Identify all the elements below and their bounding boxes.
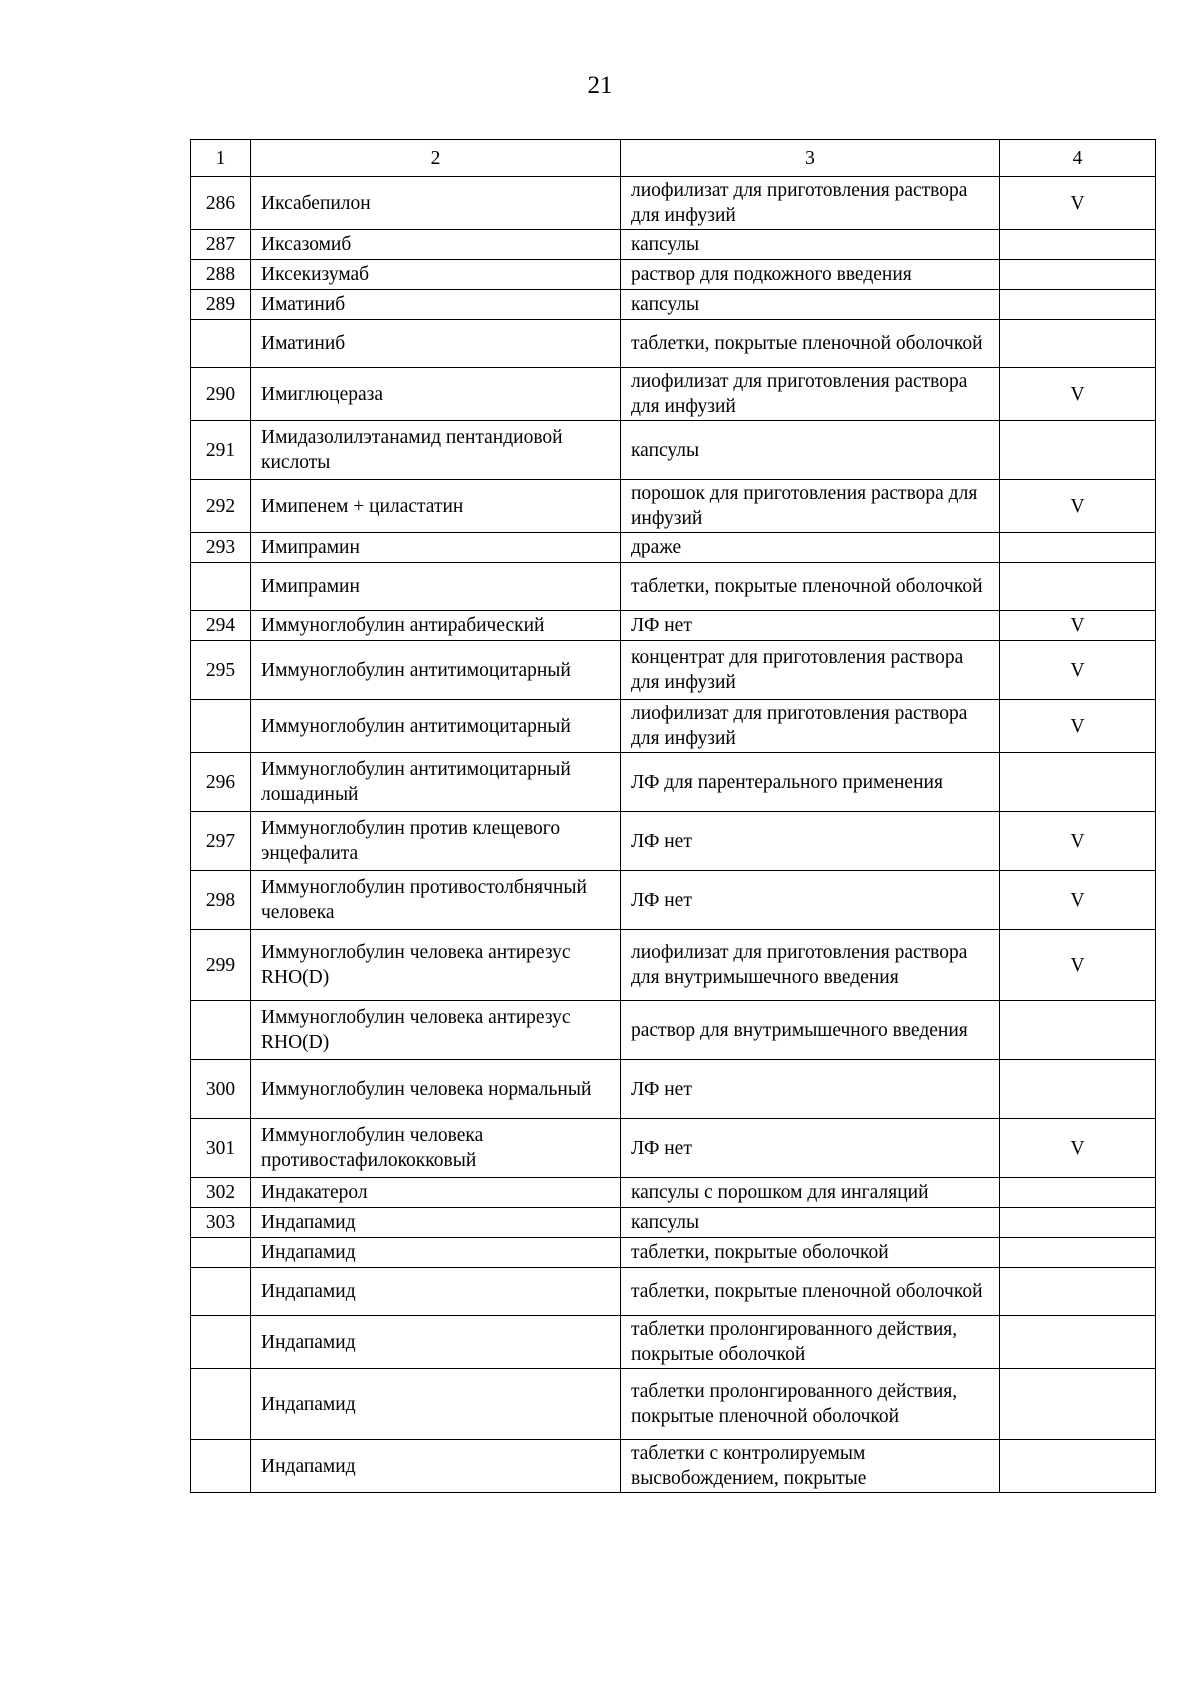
table-row — [191, 563, 1156, 611]
vital-mark — [1000, 290, 1156, 320]
drug-name: Индапамид — [251, 1316, 621, 1369]
row-number: 286 — [191, 177, 251, 230]
table-row — [191, 1238, 1156, 1268]
drug-name: Иммуноглобулин человека противостафилококковый — [251, 1119, 621, 1178]
drug-name: Иматиниб — [251, 290, 621, 320]
row-number: 298 — [191, 871, 251, 930]
vital-mark — [1000, 1316, 1156, 1369]
vital-mark — [1000, 533, 1156, 563]
dosage-form: таблетки с контролируемым высвобождением, покрытые — [621, 1440, 1000, 1493]
dosage-form: таблетки, покрытые пленочной оболочкой — [621, 563, 1000, 611]
row-number: 292 — [191, 480, 251, 533]
vital-mark: V — [1000, 1119, 1156, 1178]
dosage-form: порошок для приготовления раствора для инфузий — [621, 480, 1000, 533]
vital-mark — [1000, 320, 1156, 368]
dosage-form: лиофилизат для приготовления раствора для внутримышечного введения — [621, 930, 1000, 1001]
row-number: 300 — [191, 1060, 251, 1119]
row-number: 296 — [191, 753, 251, 812]
table-row — [191, 230, 1156, 260]
table-row — [191, 1119, 1156, 1178]
table-row — [191, 1268, 1156, 1316]
table-row — [191, 260, 1156, 290]
row-number — [191, 1316, 251, 1369]
row-number: 302 — [191, 1178, 251, 1208]
dosage-form: ЛФ для парентерального применения — [621, 753, 1000, 812]
drug-name: Иксазомиб — [251, 230, 621, 260]
drug-name: Индапамид — [251, 1208, 621, 1238]
table-row — [191, 1208, 1156, 1238]
vital-mark — [1000, 1369, 1156, 1440]
row-number — [191, 1001, 251, 1060]
table-row — [191, 290, 1156, 320]
table-row — [191, 930, 1156, 1001]
row-number: 301 — [191, 1119, 251, 1178]
drug-name: Имипрамин — [251, 563, 621, 611]
drug-name: Иматиниб — [251, 320, 621, 368]
vital-mark — [1000, 1060, 1156, 1119]
column-header-1: 1 — [191, 140, 251, 177]
column-header-3: 3 — [621, 140, 1000, 177]
dosage-form: капсулы — [621, 421, 1000, 480]
drug-name: Иксекизумаб — [251, 260, 621, 290]
dosage-form: ЛФ нет — [621, 611, 1000, 641]
row-number — [191, 320, 251, 368]
dosage-form: ЛФ нет — [621, 1119, 1000, 1178]
drug-table — [190, 139, 1156, 1493]
row-number: 303 — [191, 1208, 251, 1238]
drug-name: Иммуноглобулин человека нормальный — [251, 1060, 621, 1119]
table-header-row — [191, 140, 1156, 177]
table-row — [191, 421, 1156, 480]
dosage-form: таблетки, покрытые пленочной оболочкой — [621, 1268, 1000, 1316]
dosage-form: таблетки пролонгированного действия, покрытые оболочкой — [621, 1316, 1000, 1369]
drug-name: Иксабепилон — [251, 177, 621, 230]
row-number: 295 — [191, 641, 251, 700]
row-number — [191, 1268, 251, 1316]
vital-mark — [1000, 230, 1156, 260]
vital-mark — [1000, 563, 1156, 611]
row-number — [191, 1440, 251, 1493]
vital-mark — [1000, 1238, 1156, 1268]
dosage-form: лиофилизат для приготовления раствора для инфузий — [621, 368, 1000, 421]
dosage-form: таблетки, покрытые пленочной оболочкой — [621, 320, 1000, 368]
dosage-form: капсулы с порошком для ингаляций — [621, 1178, 1000, 1208]
vital-mark: V — [1000, 480, 1156, 533]
dosage-form: раствор для подкожного введения — [621, 260, 1000, 290]
table-row — [191, 700, 1156, 753]
table-row — [191, 812, 1156, 871]
vital-mark — [1000, 260, 1156, 290]
row-number — [191, 700, 251, 753]
table-row — [191, 1178, 1156, 1208]
vital-mark: V — [1000, 871, 1156, 930]
vital-mark — [1000, 1178, 1156, 1208]
drug-name: Индапамид — [251, 1440, 621, 1493]
drug-name: Индапамид — [251, 1369, 621, 1440]
dosage-form: капсулы — [621, 230, 1000, 260]
dosage-form: капсулы — [621, 290, 1000, 320]
drug-name: Имиглюцераза — [251, 368, 621, 421]
row-number — [191, 1238, 251, 1268]
table-row — [191, 1369, 1156, 1440]
dosage-form: лиофилизат для приготовления раствора для инфузий — [621, 700, 1000, 753]
table-row — [191, 641, 1156, 700]
table-row — [191, 368, 1156, 421]
table-row — [191, 753, 1156, 812]
table-row — [191, 611, 1156, 641]
column-header-2: 2 — [251, 140, 621, 177]
drug-name: Иммуноглобулин антитимоцитарный — [251, 700, 621, 753]
table-row — [191, 1316, 1156, 1369]
drug-name: Индакатерол — [251, 1178, 621, 1208]
vital-mark — [1000, 421, 1156, 480]
column-header-4: 4 — [1000, 140, 1156, 177]
table-row — [191, 1060, 1156, 1119]
row-number: 288 — [191, 260, 251, 290]
table-row — [191, 1001, 1156, 1060]
dosage-form: раствор для внутримышечного введения — [621, 1001, 1000, 1060]
vital-mark — [1000, 1208, 1156, 1238]
table-row — [191, 871, 1156, 930]
vital-mark — [1000, 1440, 1156, 1493]
vital-mark — [1000, 1001, 1156, 1060]
row-number: 299 — [191, 930, 251, 1001]
row-number — [191, 563, 251, 611]
row-number: 297 — [191, 812, 251, 871]
vital-mark: V — [1000, 700, 1156, 753]
drug-name: Иммуноглобулин антитимоцитарный — [251, 641, 621, 700]
vital-mark: V — [1000, 177, 1156, 230]
dosage-form: ЛФ нет — [621, 812, 1000, 871]
table-row — [191, 320, 1156, 368]
vital-mark: V — [1000, 930, 1156, 1001]
table-row — [191, 480, 1156, 533]
dosage-form: ЛФ нет — [621, 1060, 1000, 1119]
drug-name: Иммуноглобулин против клещевого энцефалита — [251, 812, 621, 871]
vital-mark — [1000, 753, 1156, 812]
dosage-form: таблетки пролонгированного действия, покрытые пленочной оболочкой — [621, 1369, 1000, 1440]
vital-mark: V — [1000, 368, 1156, 421]
row-number: 294 — [191, 611, 251, 641]
row-number: 287 — [191, 230, 251, 260]
page-number: 21 — [587, 72, 613, 99]
row-number: 293 — [191, 533, 251, 563]
drug-name: Индапамид — [251, 1268, 621, 1316]
drug-name: Индапамид — [251, 1238, 621, 1268]
dosage-form: драже — [621, 533, 1000, 563]
table-row — [191, 1440, 1156, 1493]
drug-name: Имипенем + циластатин — [251, 480, 621, 533]
drug-name: Иммуноглобулин человека антирезус RHO(D) — [251, 1001, 621, 1060]
vital-mark: V — [1000, 812, 1156, 871]
dosage-form: ЛФ нет — [621, 871, 1000, 930]
row-number: 289 — [191, 290, 251, 320]
drug-name: Иммуноглобулин противостолбнячный человека — [251, 871, 621, 930]
drug-name: Иммуноглобулин антирабический — [251, 611, 621, 641]
vital-mark: V — [1000, 611, 1156, 641]
vital-mark: V — [1000, 641, 1156, 700]
vital-mark — [1000, 1268, 1156, 1316]
dosage-form: капсулы — [621, 1208, 1000, 1238]
drug-name: Имидазолилэтанамид пентандиовой кислоты — [251, 421, 621, 480]
row-number — [191, 1369, 251, 1440]
drug-name: Имипрамин — [251, 533, 621, 563]
dosage-form: концентрат для приготовления раствора для инфузий — [621, 641, 1000, 700]
drug-name: Иммуноглобулин антитимоцитарный лошадиный — [251, 753, 621, 812]
row-number: 291 — [191, 421, 251, 480]
dosage-form: лиофилизат для приготовления раствора для инфузий — [621, 177, 1000, 230]
dosage-form: таблетки, покрытые оболочкой — [621, 1238, 1000, 1268]
table-row — [191, 533, 1156, 563]
drug-name: Иммуноглобулин человека антирезус RHO(D) — [251, 930, 621, 1001]
table-row — [191, 177, 1156, 230]
row-number: 290 — [191, 368, 251, 421]
